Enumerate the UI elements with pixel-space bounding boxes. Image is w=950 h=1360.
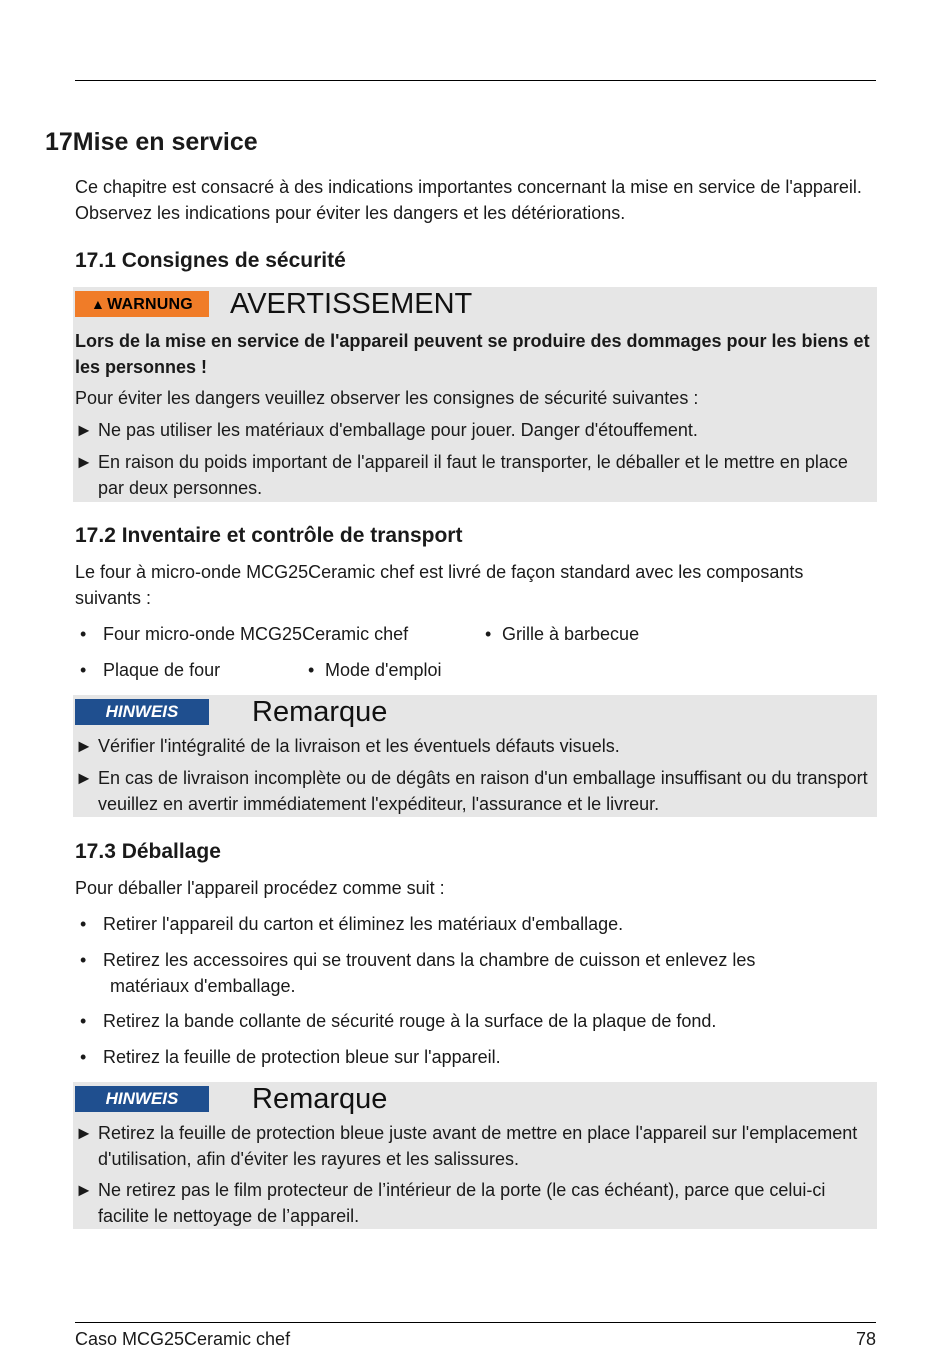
component-item: • Plaque de four [80,660,221,680]
footer-product: Caso MCG25Ceramic chef [75,1329,291,1349]
chapter-title: 17Mise en service [45,128,258,156]
unpacking-step: • Retirez la bande collante de sécurité rouge à la surface de la plaque de fond. [80,1011,717,1031]
section-heading-inventory: 17.2 Inventaire et contrôle de transport [75,524,463,547]
warning-text: Pour éviter les dangers veuillez observer les consignes de sécurité suivantes : [75,388,699,408]
warning-item: ► En raison du poids important de l'appareil il faut le transporter, le déballer et le mettre en place par deux personnes. [75,452,848,498]
unpacking-intro: Pour déballer l'appareil procédez comme suit : [75,878,445,898]
arrow-icon: ► [75,420,93,440]
warning-item: ► Ne pas utiliser les matériaux d'emballage pour jouer. Danger d'étouffement. [75,418,873,444]
note-item: ► Retirez la feuille de protection bleue juste avant de mettre en place l'appareil sur l'emplacement d'utilisation, afin d'éviter les rayures et les salissures. [75,1123,858,1169]
arrow-icon: ► [75,1180,93,1200]
component-item: • Grille à barbecue [485,624,640,644]
note-box [73,1082,877,1229]
note-title: Remarque [252,1083,388,1115]
chapter-intro: Ce chapitre est consacré à des indications importantes concernant la mise en service de l'appareil. Observez les indications pour éviter les dangers et les détériorations. [75,177,862,223]
inventory-intro: Le four à micro-onde MCG25Ceramic chef est livré de façon standard avec les composants suivants : [75,562,804,608]
warning-title: AVERTISSEMENT [230,288,473,320]
unpacking-step: • Retirer l'appareil du carton et éliminez les matériaux d'emballage. [80,914,624,934]
component-item: • Mode d'emploi [308,660,442,680]
unpacking-step: • Retirez les accessoires qui se trouvent dans la chambre de cuisson et enlevez les matériaux d'emballage. [80,950,756,996]
warning-bold-text: Lors de la mise en service de l'appareil peuvent se produire des dommages pour les biens et les personnes ! [75,331,870,377]
note-badge: HINWEIS [75,1086,209,1112]
note-item: ► En cas de livraison incomplète ou de dégâts en raison d'un emballage insuffisant ou du transport veuillez en avertir immédiatement l'expéditeur, l'assurance et le livreur. [75,768,868,814]
note-item: ► Vérifier l'intégralité de la livraison et les éventuels défauts visuels. [75,734,873,760]
arrow-icon: ► [75,736,93,756]
warning-triangle-icon: ▲ [91,296,106,312]
arrow-icon: ► [75,768,93,788]
note-badge: HINWEIS [75,699,209,725]
footer-rule [75,1322,876,1323]
note-item: ► Ne retirez pas le film protecteur de l’intérieur de la porte (le cas échéant), parce que celui-ci facilite le nettoyage de l’appareil. [75,1180,826,1226]
section-heading-safety: 17.1 Consignes de sécurité [75,249,346,272]
arrow-icon: ► [75,1123,93,1143]
unpacking-step: • Retirez la feuille de protection bleue sur l'appareil. [80,1047,501,1067]
warning-badge: ▲ WARNUNG [75,291,209,317]
arrow-icon: ► [75,452,93,472]
header-rule [75,80,876,81]
warning-box [73,287,877,502]
component-item: • Four micro-onde MCG25Ceramic chef [80,624,409,644]
section-heading-unpacking: 17.3 Déballage [75,840,221,863]
note-title: Remarque [252,696,388,728]
note-box [73,695,877,817]
page-number: 78 [855,1329,876,1349]
